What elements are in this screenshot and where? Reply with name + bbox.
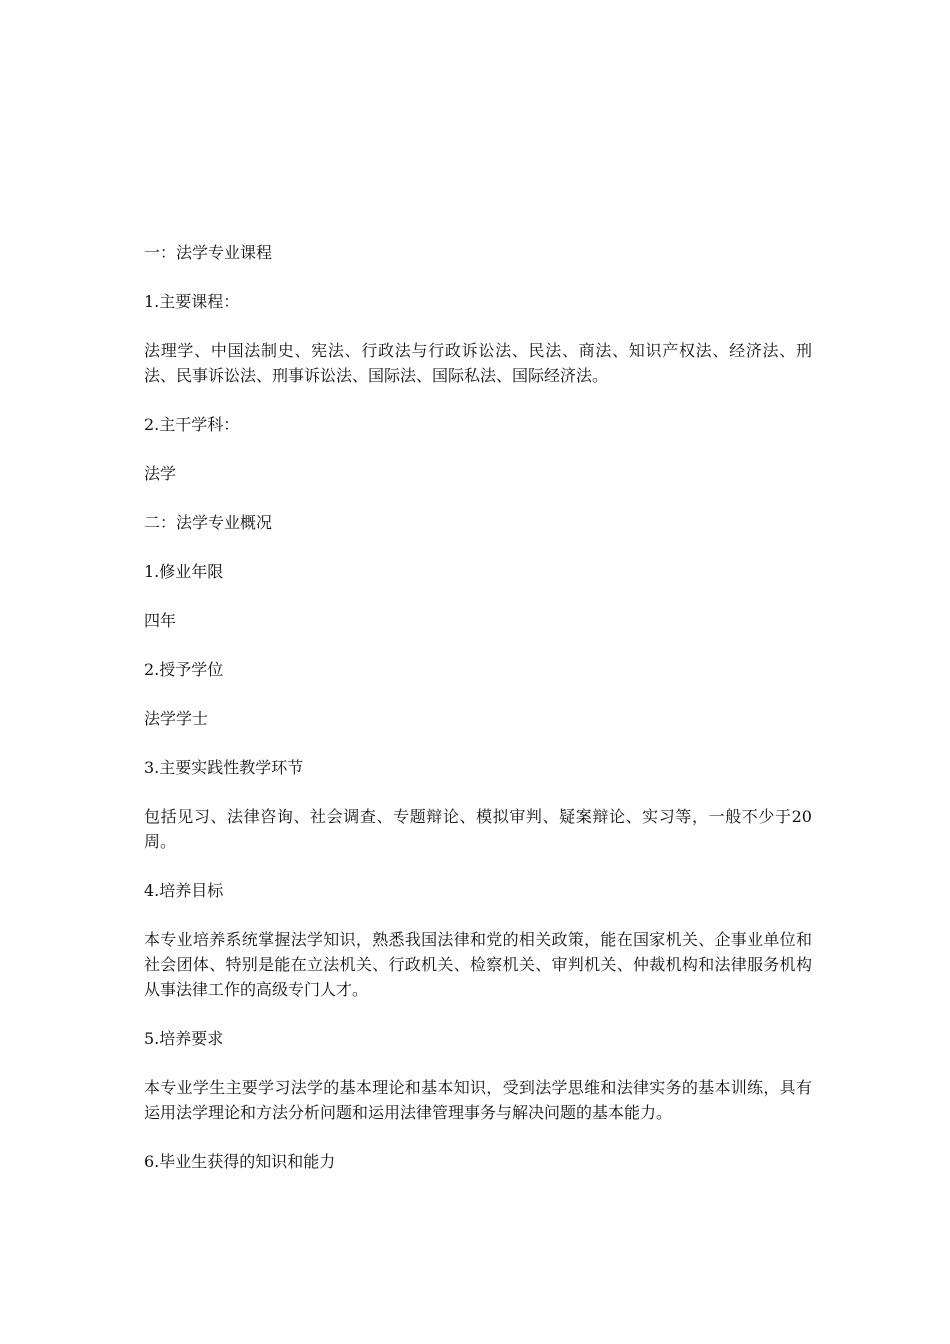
- degree-value: 法学学士: [144, 709, 209, 728]
- document-page: [144, 240, 812, 1198]
- practice-heading: 3.主要实践性教学环节: [144, 758, 304, 777]
- degree-heading: 2.授予学位: [144, 660, 224, 679]
- abilities-heading: 6.毕业生获得的知识和能力: [144, 1152, 336, 1171]
- main-courses-list: 法理学、中国法制史、宪法、行政法与行政诉讼法、民法、商法、知识产权法、经济法、刑法、民事诉讼法、刑事诉讼法、国际法、国际私法、国际经济法。: [144, 341, 812, 385]
- section1-heading: 一：法学专业课程: [144, 243, 273, 262]
- practice-description: 包括见习、法律咨询、社会调查、专题辩论、模拟审判、疑案辩论、实习等，一般不少于20周。: [144, 807, 812, 851]
- requirement-heading: 5.培养要求: [144, 1029, 224, 1048]
- duration-heading: 1.修业年限: [144, 562, 224, 581]
- core-discipline-heading: 2.主干学科：: [144, 415, 240, 434]
- goal-description: 本专业培养系统掌握法学知识，熟悉我国法律和党的相关政策，能在国家机关、企事业单位和社会团体、特别是能在立法机关、行政机关、检察机关、审判机关、仲裁机构和法律服务机构从事法律工作的高级专门人才。: [144, 930, 812, 999]
- section2-heading: 二：法学专业概况: [144, 513, 273, 532]
- core-discipline-value: 法学: [144, 464, 177, 483]
- main-courses-heading: 1.主要课程：: [144, 292, 240, 311]
- goal-heading: 4.培养目标: [144, 881, 224, 900]
- duration-value: 四年: [144, 611, 177, 630]
- requirement-description: 本专业学生主要学习法学的基本理论和基本知识，受到法学思维和法律实务的基本训练，具有运用法学理论和方法分析问题和运用法律管理事务与解决问题的基本能力。: [144, 1078, 812, 1122]
